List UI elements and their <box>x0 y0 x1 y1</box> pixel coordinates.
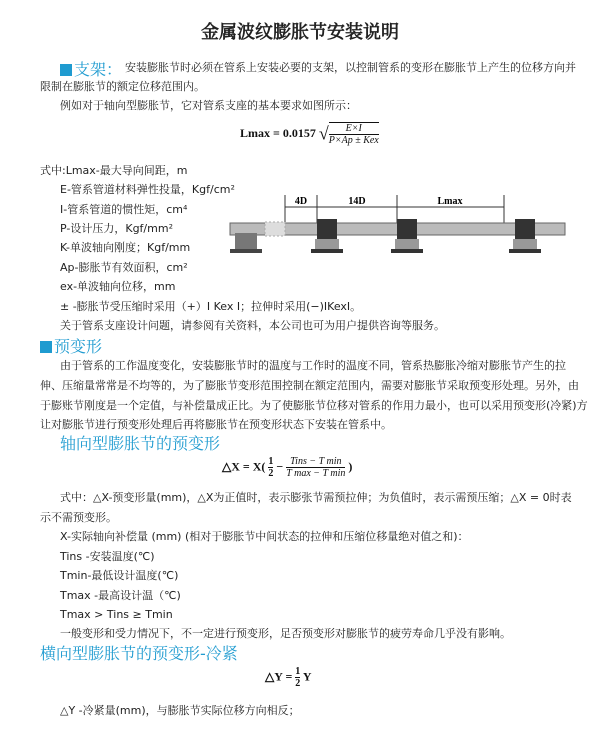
def-line: P-设计压力，Kgf/mm² <box>60 222 173 235</box>
def-line: 式中:Lmax-最大导向间距，m <box>40 164 188 177</box>
section-heading-support <box>60 57 122 80</box>
formula-numerator: Tins − T min <box>286 456 345 468</box>
dim-label-4d: 4D <box>294 196 308 207</box>
lateral-line: △Y -冷紧量(mm)，与膨胀节实际位移方向相反； <box>60 704 300 717</box>
lmax-formula <box>240 122 379 146</box>
bullet-square-icon <box>40 341 52 353</box>
def-line: K-单波轴向刚度；Kgf/mm <box>60 241 191 254</box>
formula-minus: − <box>276 459 284 474</box>
formula-denominator: 2 <box>295 678 301 689</box>
axial-formula <box>222 456 352 479</box>
def-line: Ap-膨胀节有效面积，cm² <box>60 261 188 274</box>
formula-lhs: △Y = <box>265 669 293 684</box>
bellows <box>265 222 285 236</box>
def-line: ex-单波轴向位移，mm <box>60 280 176 293</box>
def-line: 关于管系支座设计问题，请参阅有关资料，本公司也可为用户提供咨询等服务。 <box>60 319 445 332</box>
example-text: 例如对于轴向型膨胀节，它对管系支座的基本要求如图所示： <box>60 99 357 112</box>
formula-denominator: P×Ap ± Kex <box>328 135 379 146</box>
bullet-square-icon <box>60 64 72 76</box>
paragraph-line: 于膨账节刚度是一个定值，与补偿量成正比。为了使膨胀节位移对管系的作用力最小，也可以采用预变形(冷紧)方 <box>40 399 588 412</box>
axial-line: X-实际轴向补偿量 (mm) (相对于膨胀节中间状态的拉伸和压缩位移量绝对值之和)： <box>60 530 469 543</box>
def-line: I-管系管道的惯性矩，cm⁴ <box>60 203 188 216</box>
formula-rhs: Y <box>302 669 312 684</box>
anchor-support <box>235 233 257 249</box>
support-text-line: 安装膨胀节时必须在管系上安装必要的支架，以控制管系的变形在膨胀节上产生的位移方向并 <box>125 61 576 74</box>
lateral-formula <box>265 666 312 689</box>
axial-line: 示不需预变形。 <box>40 511 117 524</box>
formula-numerator: E×I <box>329 123 379 135</box>
axial-line: Tins -安装温度(℃) <box>60 550 155 563</box>
axial-line: 式中：△X-预变形量(mm)，△X为正值时，表示膨张节需预拉伸；为负值时，表示需预压缩；△X = 0时表 <box>60 491 572 504</box>
dim-label-lmax: Lmax <box>437 196 463 207</box>
section-heading-lateral: 横向型膨胀节的预变形-冷紧 <box>40 644 238 663</box>
formula-denominator: T max − T min <box>286 468 346 479</box>
formula-lhs: △X = X( <box>222 459 266 474</box>
half-denominator: 2 <box>268 468 274 479</box>
formula-close: ) <box>348 459 353 474</box>
paragraph-line: 让对膨胀节进行预变形处理后再将膨胀节在预变形状态下安装在管系中。 <box>40 418 392 431</box>
axial-line: 一般变形和受力情况下，不一定进行预变形，足否预变形对膨胀节的疲劳寿命几乎没有影响。 <box>60 627 511 640</box>
sqrt-icon: √ <box>318 123 329 144</box>
formula-numerator: 1 <box>295 666 301 677</box>
axial-line: Tmax -最高设计温（℃) <box>60 589 181 602</box>
axial-line: Tmin-最低设计温度(℃) <box>60 569 179 582</box>
dim-label-14d: 14D <box>348 196 366 207</box>
paragraph-line: 由于管系的工作温度变化，安装膨胀节时的温度与工作时的温度不同，管系热膨胀冷缩对膨胀节产生的拉 <box>60 359 566 372</box>
def-line: E-管系管道材料弹性投量，Kgf/cm² <box>60 183 235 196</box>
def-line: ± -膨胀节受压缩时采用（+）I Kex I；拉伸时采用(−)IKexI。 <box>60 300 362 313</box>
paragraph-line: 伸、压缩量常常是不均等的，为了膨胀节变形范围控制在额定范围内，需要对膨胀节采取预变形处理。另外，由 <box>40 379 579 392</box>
page-title: 金属波纹膨胀节安装说明 <box>201 22 399 43</box>
heading-text: 支架： <box>74 60 123 79</box>
heading-text: 预变形 <box>54 337 103 356</box>
pipe-support-diagram <box>225 195 570 265</box>
support-text-line: 限制在膨胀节的额定位移范围内。 <box>40 80 205 93</box>
axial-line: Tmax > Tins ≥ Tmin <box>60 608 173 621</box>
half-numerator: 1 <box>268 456 274 467</box>
section-heading-predeform <box>40 334 102 357</box>
formula-lhs: Lmax = 0.0157 <box>240 125 316 140</box>
section-heading-axial: 轴向型膨胀节的预变形 <box>60 434 221 453</box>
